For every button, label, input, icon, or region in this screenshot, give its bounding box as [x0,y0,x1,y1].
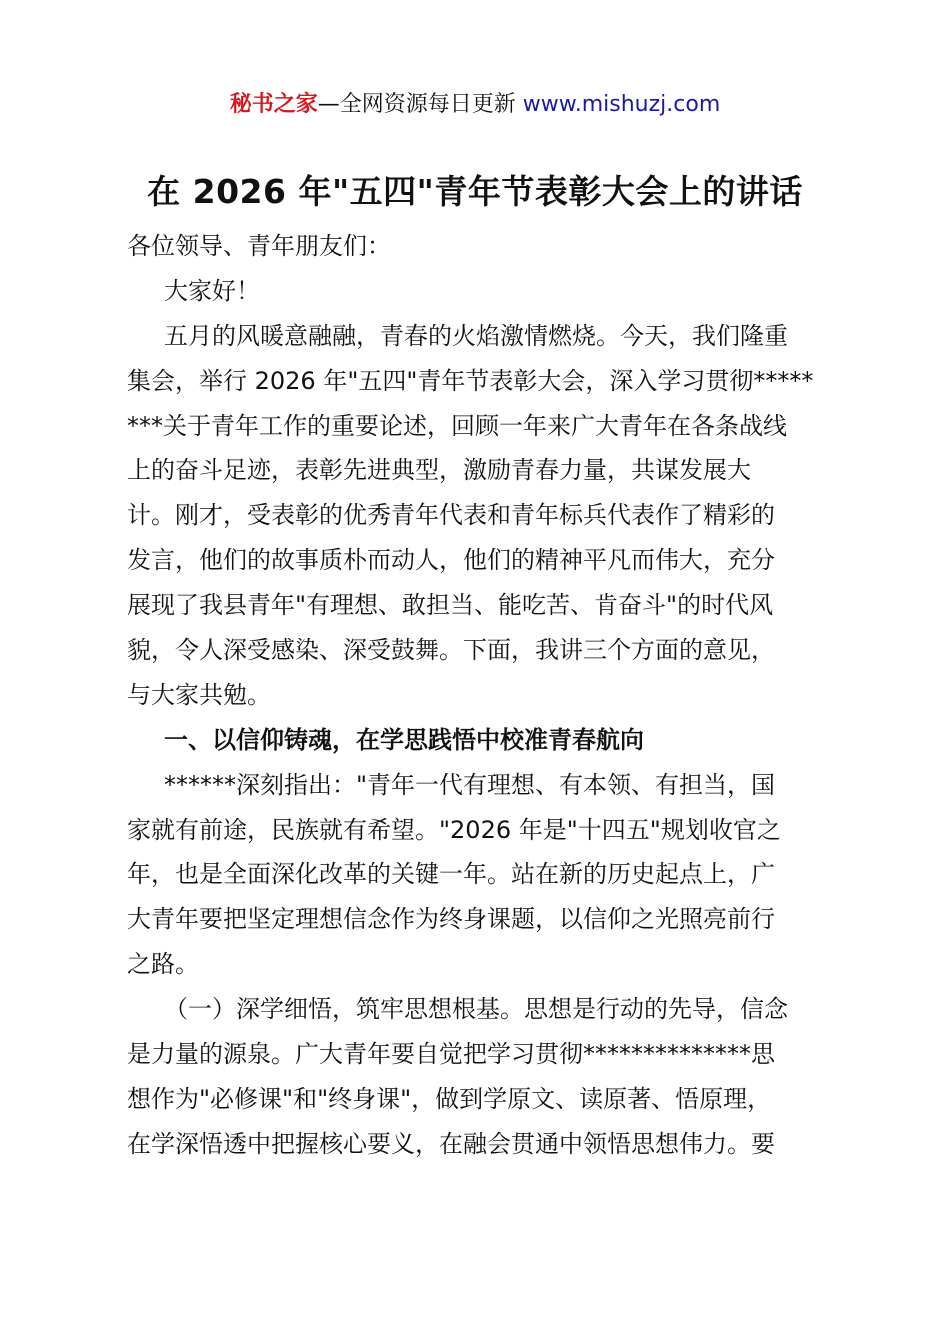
paragraph-line: 上的奋斗足迹，表彰先进典型，激励青春力量，共谋发展大 [127,456,751,485]
site-url-link[interactable]: www.mishuzj.com [522,92,721,117]
paragraph-line: 在学深悟透中把握核心要义，在融会贯通中领悟思想伟力。要 [127,1129,775,1158]
paragraph-line: ***关于青年工作的重要论述，回顾一年来广大青年在各条战线 [127,411,787,440]
paragraph-line: 想作为"必修课"和"终身课"，做到学原文、读原著、悟原理， [127,1084,772,1113]
paragraph-line: 年，也是全面深化改革的关键一年。站在新的历史起点上，广 [127,860,775,889]
paragraph-line: 计。刚才，受表彰的优秀青年代表和青年标兵代表作了精彩的 [127,501,775,530]
brand-name: 秘书之家 [229,92,318,117]
paragraph-line: ******深刻指出："青年一代有理想、有本领、有担当，国 [164,770,776,799]
paragraph-line: （一）深学细悟，筑牢思想根基。思想是行动的先导，信念 [164,995,788,1024]
paragraph-line: 与大家共勉。 [127,680,271,709]
paragraph-line: 五月的风暖意融融，青春的火焰激情燃烧。今天，我们隆重 [164,321,788,350]
document-body [127,224,833,1167]
site-header [0,88,950,122]
paragraph-line: 大青年要把坚定理想信念作为终身课题，以信仰之光照亮前行 [127,905,775,934]
paragraph-line: 之路。 [127,950,199,979]
salutation: 各位领导、青年朋友们： [127,232,391,260]
paragraph-line: 貌，令人深受感染、深受鼓舞。下面，我讲三个方面的意见， [127,636,775,665]
site-tagline: —全网资源每日更新 [317,92,523,117]
section-heading: 一、以信仰铸魂，在学思践悟中校准青春航向 [164,725,644,754]
paragraph-line: 是力量的源泉。广大青年要自觉把学习贯彻**************思 [127,1040,775,1069]
greeting: 大家好！ [164,276,260,305]
paragraph-line: 展现了我县青年"有理想、敢担当、能吃苦、肯奋斗"的时代风 [127,591,774,620]
paragraph-line: 发言，他们的故事质朴而动人，他们的精神平凡而伟大，充分 [127,546,775,575]
document-title: 在 2026 年"五四"青年节表彰大会上的讲话 [147,172,803,211]
paragraph-line: 家就有前途，民族就有希望。"2026 年是"十四五"规划收官之 [127,815,781,844]
paragraph-line: 集会，举行 2026 年"五四"青年节表彰大会，深入学习贯彻***** [127,366,814,395]
